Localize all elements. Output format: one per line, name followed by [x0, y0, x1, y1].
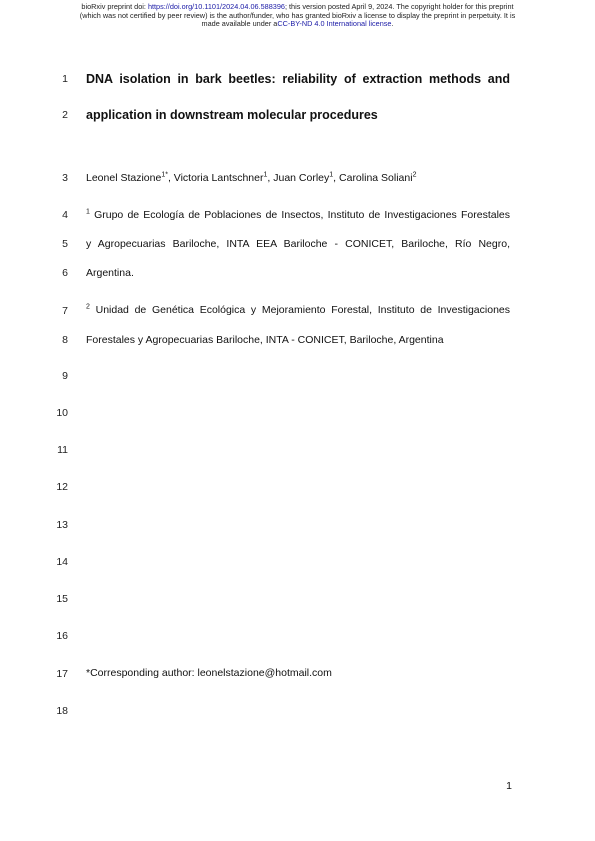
affiliation-text: Unidad de Genética Ecológica y Mejoramiento Forestal, Instituto de Investigaciones	[89, 304, 510, 316]
author-affiliation-marker: 1	[329, 171, 334, 179]
affiliation-marker: 1	[86, 208, 90, 216]
preprint-version-text: ; this version posted April 9, 2024. The copyright holder for this preprint	[284, 2, 514, 11]
line-number: 13	[56, 519, 68, 531]
affiliation-1-line-1	[86, 209, 510, 221]
affiliation-1-line-3: Argentina.	[86, 267, 134, 279]
author-separator: ,	[267, 172, 274, 184]
line-number: 4	[62, 209, 68, 221]
line-number: 14	[56, 556, 68, 568]
page-number: 1	[506, 780, 512, 792]
line-number: 17	[56, 668, 68, 680]
line-number: 2	[62, 109, 68, 121]
line-number: 6	[62, 267, 68, 279]
line-number: 5	[62, 238, 68, 250]
line-number: 7	[62, 305, 68, 317]
author-affiliation-marker: 2	[412, 171, 417, 179]
line-number: 10	[56, 407, 68, 419]
author-name: Victoria Lantschner	[173, 172, 264, 184]
line-number: 16	[56, 630, 68, 642]
line-number: 18	[56, 705, 68, 717]
preprint-notice-line-2: (which was not certified by peer review) is the author/funder, who has granted bioRxiv a license to display the preprint in perpetuity. It is	[79, 10, 516, 20]
doi-link[interactable]: https://doi.org/10.1101/2024.04.06.588396	[147, 2, 285, 11]
line-number: 9	[62, 370, 68, 382]
author-affiliation-marker: 1*	[161, 171, 168, 179]
line-number: 1	[62, 73, 68, 85]
line-number: 11	[57, 444, 68, 456]
license-prefix: made available under a	[201, 19, 278, 29]
author-list	[86, 172, 416, 184]
preprint-notice	[40, 3, 555, 29]
affiliation-1-line-2: y Agropecuarias Bariloche, INTA EEA Bariloche - CONICET, Bariloche, Río Negro,	[86, 238, 510, 250]
line-number: 3	[62, 172, 68, 184]
author-name: Juan Corley	[273, 172, 330, 184]
license-suffix: .	[391, 19, 394, 29]
affiliation-2-line-2: Forestales y Agropecuarias Bariloche, INTA - CONICET, Bariloche, Argentina	[86, 334, 444, 346]
license-link[interactable]: CC-BY-ND 4.0 International license	[277, 19, 392, 29]
line-number: 8	[62, 334, 68, 346]
line-number: 12	[56, 481, 68, 493]
line-number: 15	[56, 593, 68, 605]
author-affiliation-marker: 1	[263, 171, 268, 179]
author-separator: ,	[333, 172, 340, 184]
paper-title-line-2: application in downstream molecular procedures	[86, 108, 378, 122]
author-separator: ,	[167, 172, 174, 184]
author-name: Leonel Stazione	[86, 172, 162, 184]
author-name: Carolina Soliani	[339, 172, 413, 184]
paper-title-line-1: DNA isolation in bark beetles: reliability of extraction methods and	[86, 72, 510, 86]
preprint-notice-line-3	[40, 20, 555, 29]
corresponding-author: *Corresponding author: leonelstazione@hotmail.com	[86, 667, 332, 679]
affiliation-marker: 2	[86, 303, 90, 311]
affiliation-text: Grupo de Ecología de Poblaciones de Insectos, Instituto de Investigaciones Forestales	[89, 209, 510, 221]
affiliation-2-line-1	[86, 304, 510, 316]
preprint-doi-prefix: bioRxiv preprint doi:	[81, 2, 148, 11]
